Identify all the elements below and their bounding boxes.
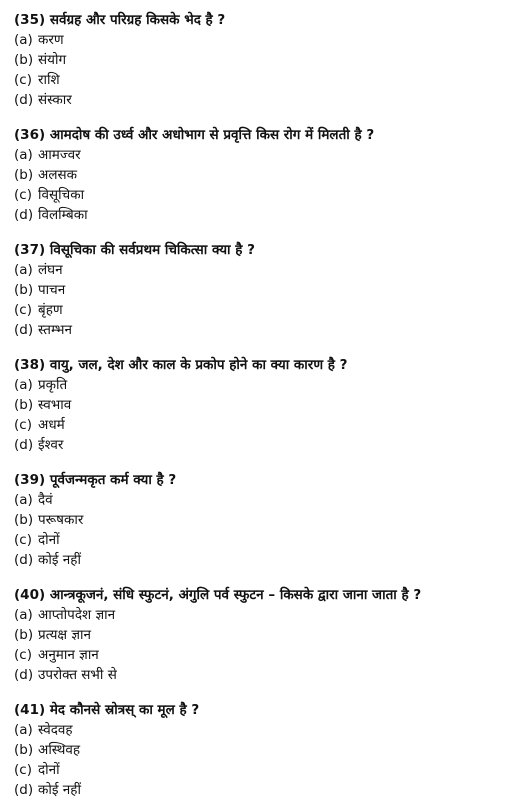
option-text: ईश्वर xyxy=(38,437,64,453)
option-label: (b) xyxy=(14,627,34,643)
option-c xyxy=(14,645,521,665)
option-c xyxy=(14,185,521,205)
option-text: बृंहण xyxy=(38,302,63,318)
option-b xyxy=(14,740,521,760)
option-a xyxy=(14,720,521,740)
option-text: उपरोक्त सभी से xyxy=(38,667,117,683)
option-text: अस्थिवह xyxy=(38,742,81,758)
option-label: (a) xyxy=(14,262,33,278)
option-text: करण xyxy=(38,32,64,48)
question-title: (36) आमदोष की उर्ध्व और अधोभाग से प्रवृत्ति किस रोग में मिलती है ? xyxy=(14,127,375,143)
option-text: विसूचिका xyxy=(38,187,85,203)
option-text: संस्कार xyxy=(38,92,72,108)
question-39 xyxy=(14,470,521,570)
option-label: (d) xyxy=(14,782,34,798)
option-label: (d) xyxy=(14,667,34,683)
option-text: कोई नहीं xyxy=(38,552,81,568)
option-d xyxy=(14,90,521,110)
option-text: आमज्वर xyxy=(38,147,81,163)
question-title: (38) वायु, जल, देश और काल के प्रकोप होने का क्या कारण है ? xyxy=(14,357,348,373)
option-a xyxy=(14,375,521,395)
option-d xyxy=(14,320,521,340)
option-d xyxy=(14,435,521,455)
option-label: (a) xyxy=(14,32,33,48)
option-label: (d) xyxy=(14,552,34,568)
option-text: स्तम्भन xyxy=(38,322,72,338)
option-text: आप्तोपदेश ज्ञान xyxy=(38,607,116,623)
option-label: (c) xyxy=(14,647,32,663)
question-title: (40) आन्त्रकूजनं, संधि स्फुटनं, अंगुलि पर्व स्फुटन – किसके द्वारा जाना जाता है ? xyxy=(14,587,422,603)
option-label: (b) xyxy=(14,742,34,758)
question-title: (35) सर्वग्रह और परिग्रह किसके भेद है ? xyxy=(14,12,226,28)
option-a xyxy=(14,605,521,625)
option-a xyxy=(14,145,521,165)
option-text: राशि xyxy=(38,72,60,88)
option-b xyxy=(14,50,521,70)
option-label: (b) xyxy=(14,397,34,413)
option-label: (a) xyxy=(14,722,33,738)
option-text: दोनों xyxy=(38,532,60,548)
option-label: (b) xyxy=(14,282,34,298)
option-label: (a) xyxy=(14,147,33,163)
option-d xyxy=(14,780,521,800)
option-text: विलम्बिका xyxy=(38,207,88,223)
option-d xyxy=(14,205,521,225)
option-label: (d) xyxy=(14,322,34,338)
question-title: (37) विसूचिका की सर्वप्रथम चिकित्सा क्या है ? xyxy=(14,242,255,258)
option-label: (b) xyxy=(14,167,34,183)
option-text: कोई नहीं xyxy=(38,782,81,798)
question-38 xyxy=(14,355,521,455)
question-40 xyxy=(14,585,521,685)
option-b xyxy=(14,280,521,300)
option-a xyxy=(14,490,521,510)
question-37 xyxy=(14,240,521,340)
option-text: अधर्म xyxy=(38,417,65,433)
option-b xyxy=(14,510,521,530)
option-label: (c) xyxy=(14,187,32,203)
option-c xyxy=(14,530,521,550)
option-label: (a) xyxy=(14,377,33,393)
option-label: (d) xyxy=(14,437,34,453)
option-label: (c) xyxy=(14,762,32,778)
option-label: (c) xyxy=(14,72,32,88)
option-text: प्रकृति xyxy=(38,377,68,393)
option-text: दैवं xyxy=(38,492,53,508)
question-35 xyxy=(14,10,521,110)
option-d xyxy=(14,665,521,685)
option-label: (c) xyxy=(14,302,32,318)
option-c xyxy=(14,300,521,320)
option-label: (a) xyxy=(14,607,33,623)
option-b xyxy=(14,165,521,185)
question-36 xyxy=(14,125,521,225)
option-text: लंघन xyxy=(38,262,63,278)
option-c xyxy=(14,70,521,90)
option-text: संयोग xyxy=(38,52,67,68)
option-text: दोनों xyxy=(38,762,60,778)
option-label: (a) xyxy=(14,492,33,508)
option-label: (b) xyxy=(14,52,34,68)
option-c xyxy=(14,760,521,780)
question-41 xyxy=(14,700,521,800)
option-label: (d) xyxy=(14,92,34,108)
option-label: (b) xyxy=(14,512,34,528)
option-text: परूषकार xyxy=(38,512,84,528)
option-label: (c) xyxy=(14,417,32,433)
option-text: स्वभाव xyxy=(38,397,72,413)
option-b xyxy=(14,625,521,645)
option-d xyxy=(14,550,521,570)
option-a xyxy=(14,260,521,280)
option-label: (d) xyxy=(14,207,34,223)
option-text: पाचन xyxy=(38,282,66,298)
question-title: (39) पूर्वजन्मकृत कर्म क्या है ? xyxy=(14,472,177,488)
option-a xyxy=(14,30,521,50)
option-text: स्वेदवह xyxy=(38,722,73,738)
option-text: अनुमान ज्ञान xyxy=(38,647,99,663)
option-text: प्रत्यक्ष ज्ञान xyxy=(38,627,92,643)
option-b xyxy=(14,395,521,415)
option-text: अलसक xyxy=(38,167,77,183)
question-title: (41) मेद कौनसे स्रोत्रस् का मूल है ? xyxy=(14,702,200,718)
option-label: (c) xyxy=(14,532,32,548)
option-c xyxy=(14,415,521,435)
